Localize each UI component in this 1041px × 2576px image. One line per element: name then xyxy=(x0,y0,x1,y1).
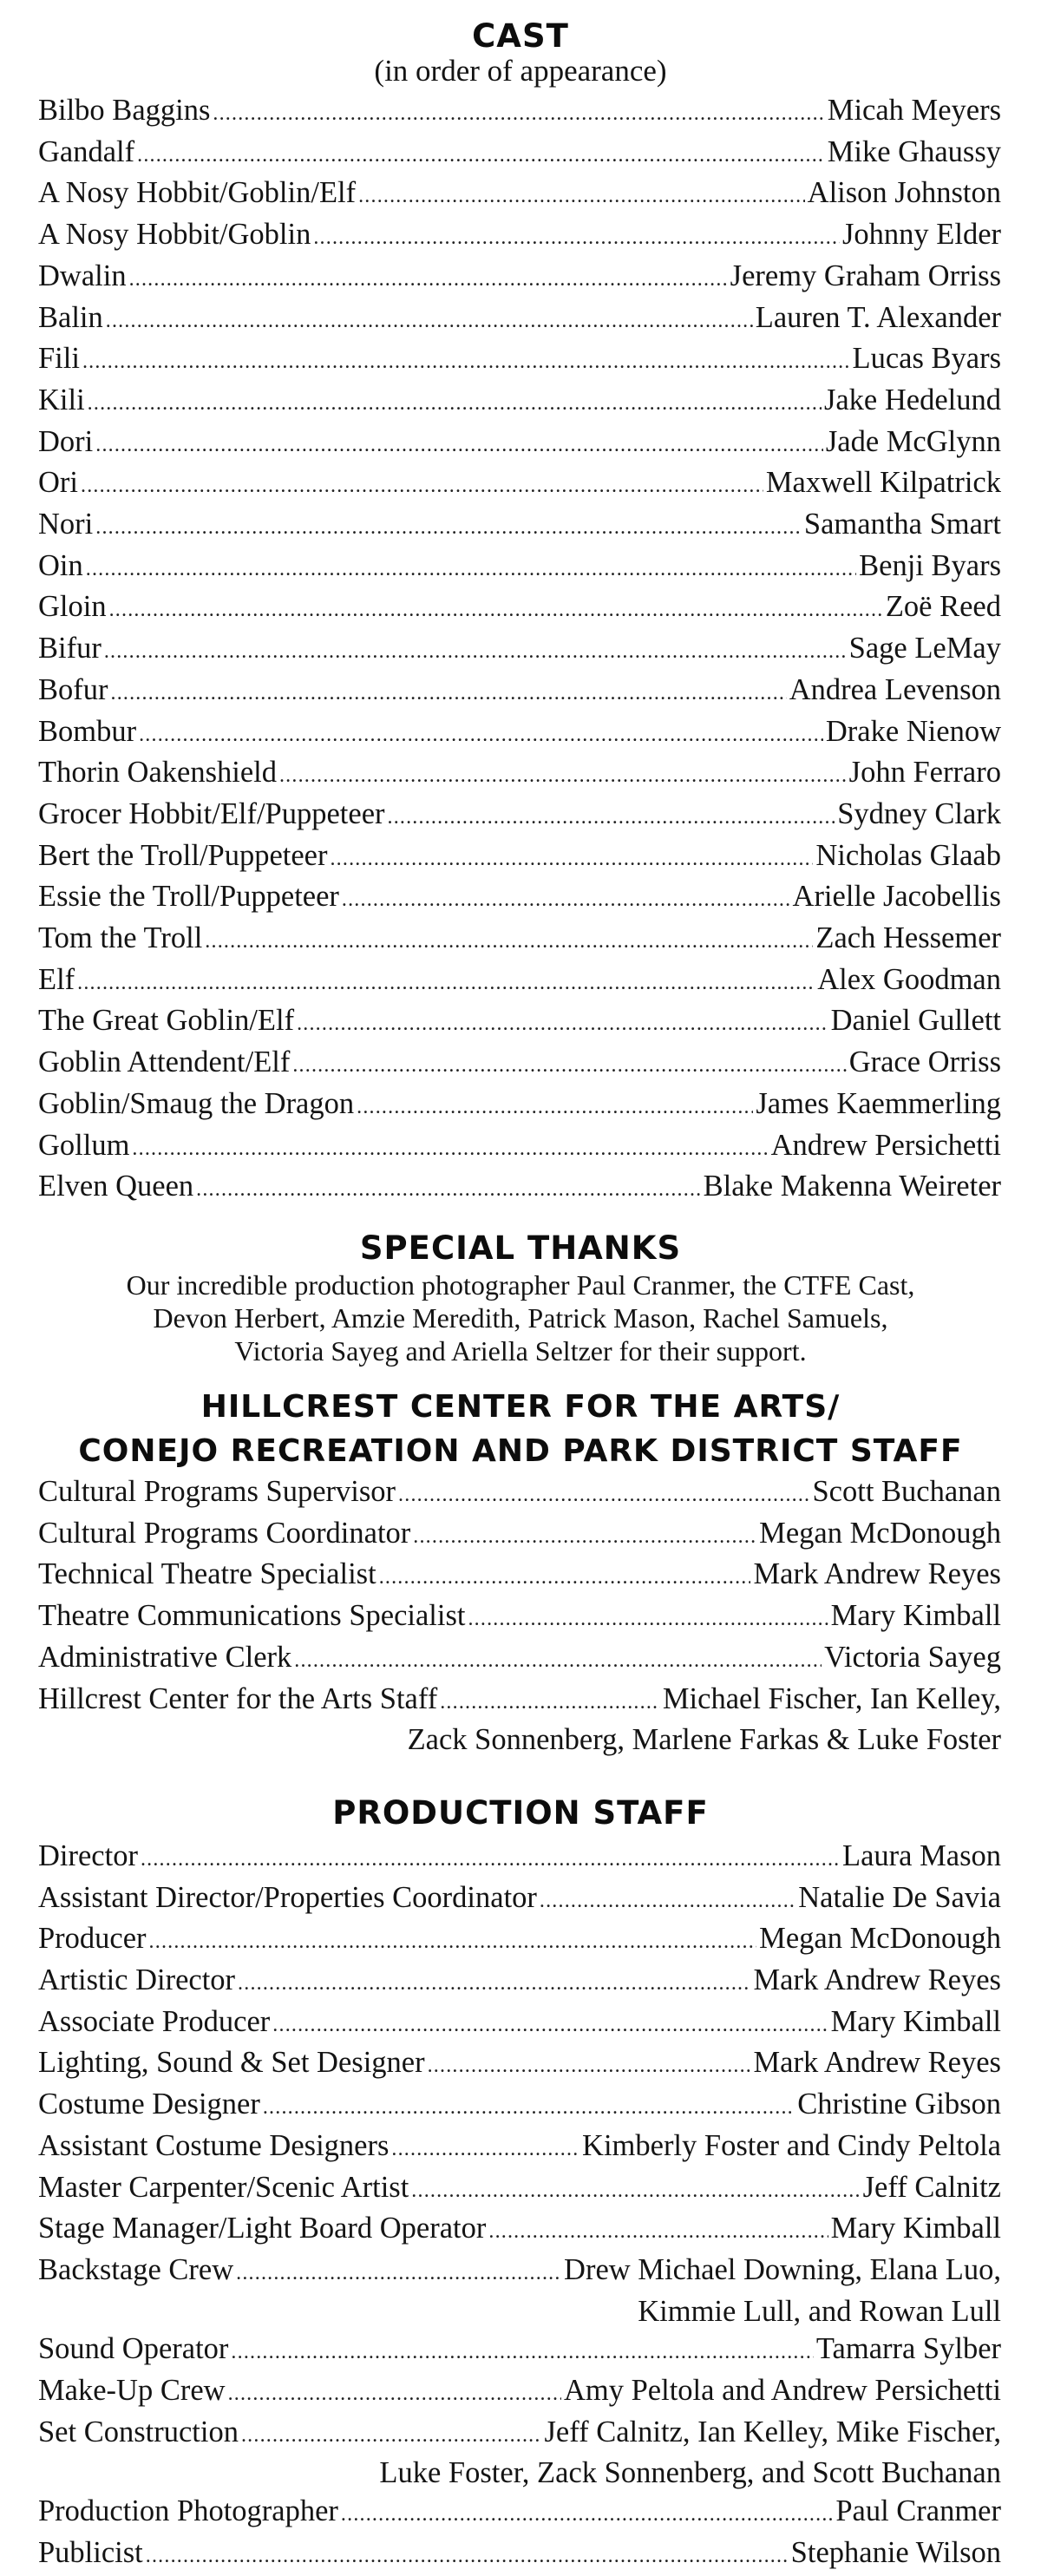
credit-row xyxy=(38,1127,1001,1169)
dot-leader xyxy=(413,1518,756,1557)
credit-role: Elf xyxy=(38,962,75,996)
credit-name: Arielle Jacobellis xyxy=(792,880,1001,914)
credit-name: Daniel Gullett xyxy=(830,1004,1001,1038)
credit-name: Mary Kimball xyxy=(830,2212,1001,2245)
dot-leader xyxy=(82,344,850,382)
dot-leader xyxy=(388,799,835,837)
special-thanks-line: Our incredible production photographer Paul Cranmer, the CTFE Cast, xyxy=(126,1268,915,1301)
credit-role: Gloin xyxy=(38,590,107,624)
credit-role: Gandalf xyxy=(38,134,135,168)
cast-subtitle: (in order of appearance) xyxy=(374,54,667,88)
credit-row xyxy=(38,1085,1001,1127)
credit-role: Essie the Troll/Puppeteer xyxy=(38,880,339,914)
credit-role: Gollum xyxy=(38,1128,130,1162)
credit-name: Megan McDonough xyxy=(759,1516,1001,1550)
credit-role: Master Carpenter/Scenic Artist xyxy=(38,2170,409,2204)
credit-row xyxy=(38,1002,1001,1044)
credit-row xyxy=(38,258,1001,299)
credit-row xyxy=(38,423,1001,465)
credit-name: Mark Andrew Reyes xyxy=(753,2046,1001,2080)
credit-name: Jeff Calnitz, Ian Kelley, Mike Fischer, xyxy=(544,2415,1001,2448)
credit-role: Sound Operator xyxy=(38,2332,229,2366)
dot-leader xyxy=(88,385,822,423)
credit-name: Laura Mason xyxy=(842,1839,1001,1872)
credit-role: Assistant Costume Designers xyxy=(38,2128,390,2162)
credit-name: Victoria Sayeg xyxy=(824,1640,1001,1674)
credit-row xyxy=(38,630,1001,672)
special-thanks-line: Victoria Sayeg and Ariella Seltzer for their support. xyxy=(234,1334,807,1367)
credit-row xyxy=(38,1681,1001,1722)
credit-name: Megan McDonough xyxy=(759,1922,1001,1956)
credit-row xyxy=(38,2210,1001,2252)
credit-role: Technical Theatre Specialist xyxy=(38,1557,376,1591)
dot-leader xyxy=(86,551,856,589)
credit-name: Samantha Smart xyxy=(803,508,1001,541)
dot-leader xyxy=(440,1684,660,1722)
credit-name: Zach Hessemer xyxy=(815,921,1001,955)
dot-leader xyxy=(272,2007,828,2045)
credit-role: Production Photographer xyxy=(38,2494,338,2528)
credit-name: Mary Kimball xyxy=(830,2004,1001,2038)
dot-leader xyxy=(109,592,883,630)
credit-row xyxy=(38,1556,1001,1597)
cast-section xyxy=(38,16,1003,1209)
credit-name: Mary Kimball xyxy=(830,1599,1001,1633)
credit-role: Hillcrest Center for the Arts Staff xyxy=(38,1681,438,1715)
credit-role: Dwalin xyxy=(38,259,127,292)
dot-leader xyxy=(106,303,753,341)
credit-name: Andrew Persichetti xyxy=(770,1128,1001,1162)
dot-leader xyxy=(292,1047,846,1085)
dot-leader xyxy=(398,1477,809,1515)
credit-name: Jeff Calnitz xyxy=(862,2170,1001,2204)
credit-role: Bifur xyxy=(38,632,101,665)
credit-role: Bilbo Baggins xyxy=(38,94,211,127)
credit-role: Associate Producer xyxy=(38,2004,271,2038)
credit-row xyxy=(38,134,1001,175)
credit-role: Lighting, Sound & Set Designer xyxy=(38,2046,425,2080)
credit-name: Maxwell Kilpatrick xyxy=(765,466,1001,500)
credit-row xyxy=(38,464,1001,506)
credit-name: Micah Meyers xyxy=(827,94,1001,127)
credit-name: Stephanie Wilson xyxy=(790,2535,1001,2569)
credit-role: Backstage Crew xyxy=(38,2252,234,2286)
credit-row xyxy=(38,174,1001,216)
credit-role: Make-Up Crew xyxy=(38,2374,226,2408)
dot-leader xyxy=(297,1006,828,1044)
dot-leader xyxy=(196,1171,701,1209)
credit-role: The Great Goblin/Elf xyxy=(38,1004,295,1038)
credit-row xyxy=(38,299,1001,341)
credit-row xyxy=(38,2252,1001,2293)
credit-row xyxy=(38,1515,1001,1557)
dot-leader xyxy=(95,509,802,547)
production-staff-heading: PRODUCTION STAFF xyxy=(332,1793,709,1832)
credit-role: Bombur xyxy=(38,714,137,748)
credit-role: Goblin Attendent/Elf xyxy=(38,1045,291,1079)
dot-leader xyxy=(391,2131,579,2169)
credit-role: Bofur xyxy=(38,672,108,706)
credit-role: Cultural Programs Supervisor xyxy=(38,1474,396,1508)
credit-name: John Ferraro xyxy=(848,756,1001,790)
dot-leader xyxy=(411,2173,860,2211)
credit-row xyxy=(38,2414,1001,2455)
credit-row xyxy=(38,713,1001,755)
dot-leader xyxy=(341,2496,833,2534)
credit-name: Blake Makenna Weireter xyxy=(703,1170,1001,1203)
credit-name: Lucas Byars xyxy=(852,342,1001,376)
dot-leader xyxy=(428,2048,751,2086)
credit-row xyxy=(38,2493,1001,2534)
credit-role: Kili xyxy=(38,383,85,416)
credit-row xyxy=(38,1639,1001,1681)
credit-role: Ori xyxy=(38,466,78,500)
dot-leader xyxy=(358,178,805,216)
dot-leader xyxy=(81,468,763,506)
credit-name: Lauren T. Alexander xyxy=(755,300,1001,334)
credit-row xyxy=(38,920,1001,961)
credit-row xyxy=(38,2127,1001,2169)
production-staff-list xyxy=(38,1838,1001,2576)
credit-row xyxy=(38,547,1001,589)
credit-row xyxy=(38,382,1001,423)
credit-name: Jeremy Graham Orriss xyxy=(730,259,1001,292)
credit-name: Benji Byars xyxy=(859,548,1001,582)
hillcrest-staff-section xyxy=(38,1385,1003,1760)
credit-row xyxy=(38,796,1001,837)
dot-leader xyxy=(149,1924,757,1962)
dot-leader xyxy=(205,923,813,961)
credit-role: Stage Manager/Light Board Operator xyxy=(38,2212,487,2245)
credit-role: Thorin Oakenshield xyxy=(38,756,277,790)
dot-leader xyxy=(330,841,813,879)
credit-row xyxy=(38,961,1001,1003)
dot-leader xyxy=(279,757,847,796)
credit-name: Alex Goodman xyxy=(817,962,1001,996)
credit-row xyxy=(38,754,1001,796)
credit-name: Johnny Elder xyxy=(841,218,1001,252)
credit-role: Director xyxy=(38,1839,138,1872)
credit-name: Jake Hedelund xyxy=(823,383,1001,416)
credit-row xyxy=(38,2003,1001,2045)
dot-leader xyxy=(129,261,728,299)
credit-role: Publicist xyxy=(38,2535,143,2569)
credit-name: Natalie De Savia xyxy=(798,1880,1001,1914)
credit-role: Cultural Programs Coordinator xyxy=(38,1516,411,1550)
dot-leader xyxy=(342,882,790,920)
dot-leader xyxy=(238,1965,750,2003)
credit-row xyxy=(38,92,1001,134)
credit-role: Fili xyxy=(38,342,80,376)
credit-role: Balin xyxy=(38,300,103,334)
credit-name: Tamarra Sylber xyxy=(815,2332,1001,2366)
credit-role: Bert the Troll/Puppeteer xyxy=(38,838,328,872)
dot-leader xyxy=(236,2255,561,2293)
credit-role: Artistic Director xyxy=(38,1963,236,1997)
special-thanks-text xyxy=(38,1268,1003,1367)
credit-row xyxy=(38,1838,1001,1879)
credit-row xyxy=(38,672,1001,713)
dot-leader xyxy=(231,2334,813,2372)
dot-leader xyxy=(488,2213,828,2252)
credit-row xyxy=(38,2372,1001,2414)
credit-row xyxy=(38,2044,1001,2086)
credit-row xyxy=(38,1597,1001,1639)
credit-name: Scott Buchanan xyxy=(812,1474,1001,1508)
dot-leader xyxy=(146,2538,789,2576)
credit-row xyxy=(38,340,1001,382)
credit-name-continuation: Luke Foster, Zack Sonnenberg, and Scott Buchanan xyxy=(379,2456,1001,2490)
credit-row xyxy=(38,2534,1001,2576)
credit-role: Nori xyxy=(38,508,94,541)
credit-role: Elven Queen xyxy=(38,1170,194,1203)
credit-name: Drew Michael Downing, Elana Luo, xyxy=(564,2252,1001,2286)
credit-role: Set Construction xyxy=(38,2415,239,2448)
credit-name: Nicholas Glaab xyxy=(815,838,1001,872)
credit-row xyxy=(38,216,1001,258)
credit-name: Sage LeMay xyxy=(848,632,1001,665)
credit-role: Oin xyxy=(38,548,83,582)
credit-role: Assistant Director/Properties Coordinator xyxy=(38,1880,537,1914)
dot-leader xyxy=(241,2417,542,2455)
cast-list xyxy=(38,92,1001,1209)
credit-row xyxy=(38,1962,1001,2003)
credit-name: Mark Andrew Reyes xyxy=(753,1557,1001,1591)
credit-role: Grocer Hobbit/Elf/Puppeteer xyxy=(38,796,385,830)
credit-row xyxy=(38,1168,1001,1209)
credit-row xyxy=(38,588,1001,630)
credit-name: Christine Gibson xyxy=(797,2088,1001,2121)
credit-role: Costume Designer xyxy=(38,2088,260,2121)
dot-leader xyxy=(139,717,823,755)
credit-role: Tom the Troll xyxy=(38,921,203,955)
dot-leader xyxy=(111,675,787,713)
special-thanks-heading: SPECIAL THANKS xyxy=(359,1229,682,1267)
production-staff-section xyxy=(38,1793,1003,2576)
dot-leader xyxy=(95,427,823,465)
dot-leader xyxy=(228,2376,561,2414)
credit-row xyxy=(38,1920,1001,1962)
dot-leader xyxy=(540,1883,795,1921)
cast-heading: CAST xyxy=(472,17,569,55)
credit-row xyxy=(38,1473,1001,1515)
credit-name: Sydney Clark xyxy=(837,796,1001,830)
credit-role: A Nosy Hobbit/Goblin xyxy=(38,218,311,252)
dot-leader xyxy=(468,1601,828,1639)
credit-name-continuation: Zack Sonnenberg, Marlene Farkas & Luke Foster xyxy=(407,1723,1001,1757)
credit-row xyxy=(38,2169,1001,2211)
dot-leader xyxy=(263,2089,795,2127)
credit-name: James Kaemmerling xyxy=(756,1086,1001,1120)
credit-row xyxy=(38,506,1001,547)
dot-leader xyxy=(313,220,840,258)
credit-role: Theatre Communications Specialist xyxy=(38,1599,466,1633)
credit-name: Jade McGlynn xyxy=(825,424,1001,458)
dot-leader xyxy=(137,137,825,175)
credit-name: Drake Nienow xyxy=(825,714,1001,748)
credit-name: Mark Andrew Reyes xyxy=(753,1963,1001,1997)
credit-name: Alison Johnston xyxy=(807,176,1001,210)
credit-role: Dori xyxy=(38,424,94,458)
special-thanks-line: Devon Herbert, Amzie Meredith, Patrick Mason, Rachel Samuels, xyxy=(153,1301,888,1334)
credit-name: Paul Cranmer xyxy=(835,2494,1001,2528)
dot-leader xyxy=(132,1131,768,1169)
credit-name: Amy Peltola and Andrew Persichetti xyxy=(564,2374,1001,2408)
credit-name: Kimberly Foster and Cindy Peltola xyxy=(582,2128,1001,2162)
credit-name: Zoë Reed xyxy=(885,590,1001,624)
dot-leader xyxy=(294,1642,822,1681)
dot-leader xyxy=(213,95,824,134)
credit-row xyxy=(38,1879,1001,1921)
dot-leader xyxy=(104,633,847,672)
dot-leader xyxy=(379,1559,751,1597)
credit-row xyxy=(38,1044,1001,1085)
credit-role: A Nosy Hobbit/Goblin/Elf xyxy=(38,176,357,210)
credit-name: Mike Ghaussy xyxy=(827,134,1001,168)
dot-leader xyxy=(77,965,815,1003)
dot-leader xyxy=(357,1089,753,1127)
credit-row xyxy=(38,837,1001,879)
hillcrest-staff-list xyxy=(38,1473,1001,1760)
credit-row xyxy=(38,2330,1001,2372)
hillcrest-heading-line1: HILLCREST CENTER FOR THE ARTS/ xyxy=(200,1388,841,1425)
credit-role: Producer xyxy=(38,1922,147,1956)
credit-row xyxy=(38,878,1001,920)
dot-leader xyxy=(141,1841,840,1879)
credit-role: Goblin/Smaug the Dragon xyxy=(38,1086,355,1120)
credit-name: Andrea Levenson xyxy=(789,672,1001,706)
credit-role: Administrative Clerk xyxy=(38,1640,292,1674)
credit-name: Grace Orriss xyxy=(848,1045,1001,1079)
credit-row xyxy=(38,2086,1001,2127)
special-thanks-section xyxy=(38,1229,1003,1367)
credit-name: Michael Fischer, Ian Kelley, xyxy=(662,1681,1001,1715)
hillcrest-heading-line2: CONEJO RECREATION AND PARK DISTRICT STAFF xyxy=(78,1432,963,1469)
credit-name-continuation: Kimmie Lull, and Rowan Lull xyxy=(638,2294,1001,2328)
